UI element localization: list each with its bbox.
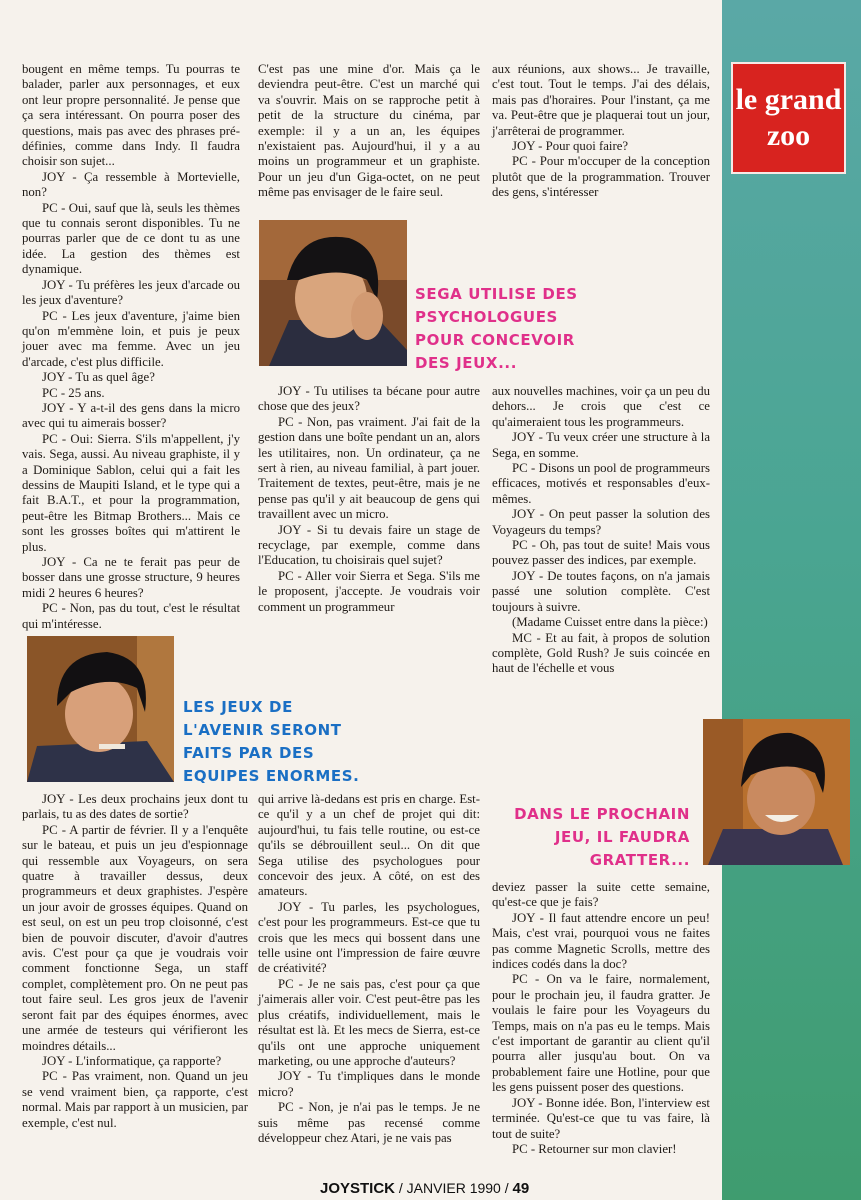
paragraph: aux réunions, aux shows... Je travaille, c'est tout. Tout le temps. J'ai des délais, mais pas d'horaires. Pour l'instant, ça me va. Peut-être que je plaquerai tout un jour, j'arrêterai de programmer. xyxy=(492,62,710,138)
paragraph: JOY - On peut passer la solution des Voyageurs du temps? xyxy=(492,507,710,537)
pull-quote-line: DES JEUX... xyxy=(415,354,517,372)
pull-quote-line: GRATTER... xyxy=(589,851,690,869)
photo-portrait-1 xyxy=(259,220,407,366)
paragraph: PC - Oui, sauf que là, seuls les thèmes que tu connais seront disponibles. Tu ne pourras parler que de ce dont tu as une idée. La gestion des thèmes est dynamique. xyxy=(22,200,240,277)
paragraph: JOY - Il faut attendre encore un peu! Mais, c'est vrai, pourquoi vous ne faites pas comme Magnetic Scrolls, mettre des indices codés dans la doc? xyxy=(492,910,710,972)
paragraph: PC - Non, pas du tout, c'est le résultat qui m'intéresse. xyxy=(22,601,240,631)
badge-line-2: zoo xyxy=(766,119,811,152)
paragraph: PC - Les jeux d'aventure, j'aime bien qu'on m'emmène loin, et puis je peux jouer avec ma femme. Avec un jeu d'arcade, c'est plus difficile. xyxy=(22,308,240,369)
paragraph: bougent en même temps. Tu pourras te balader, parler aux personnages, et eux ont leur propre personnalité. Je pense que ça sera intéressant. On pourra poser des questions, mais pas avec des phrases pré-définies, comme dans Indy. Il faudra choisir son sujet... xyxy=(22,62,240,169)
text-column-a xyxy=(22,62,240,632)
paragraph: MC - Et au fait, à propos de solution complète, Gold Rush? Je suis coincée en haut de l'échelle et vous xyxy=(492,630,710,676)
pull-quote-line: PSYCHOLOGUES xyxy=(415,308,558,326)
page-footer xyxy=(320,1180,529,1197)
paragraph: PC - Non, je n'ai pas le temps. Je ne suis même pas recensé comme développeur chez Atari, je ne vais pas xyxy=(258,1100,480,1145)
paragraph: PC - 25 ans. xyxy=(42,385,105,400)
paragraph: PC - Oh, pas tout de suite! Mais vous pouvez passer des indices, par exemple. xyxy=(492,538,710,568)
paragraph: PC - On va le faire, normalement, pour le prochain jeu, il faudra gratter. Je voulais le faire pour les Voyageurs du Temps, mais on n'a pas eu le temps. Mais c'est important de garantir au client qu'il pourra aller jusqu'au bout. On va probablement faire une Hotline, pour que les gens puissent poser des questions. xyxy=(492,972,710,1095)
paragraph: PC - Pas vraiment, non. Quand un jeu se vend vraiment bien, ça rapporte, c'est normal. Mais par rapport à un musicien, par exemple, c'est nul. xyxy=(22,1069,248,1130)
text-column-g xyxy=(258,792,480,1146)
pull-quote-line: FAITS PAR DES xyxy=(183,744,315,762)
pull-quote-line: DANS LE PROCHAIN xyxy=(514,805,690,823)
paragraph: PC - Je ne sais pas, c'est pour ça que j'aimerais aller voir. C'est peut-être pas les plus créatifs, individuellement, mais le résultat est là. Et les mecs de Sierra, est-ce qu'ils ont une approche uniquement marketing, ou une approche d'auteurs? xyxy=(258,976,480,1068)
paragraph: PC - A partir de février. Il y a l'enquête sur le bateau, et puis un jeu d'espionnage qui ressemble aux Voyageurs, on sera quatre à travailler dessus, deux programmeurs et deux graphistes. J'espère un jour avoir de grosses équipes. Quand on est seul, on est un peu trop cloisonné, c'est bien de pouvoir discuter, d'avoir d'autres avis. C'est pour ça que je voudrais voir comment fonctionne Sega, un staff complet, complètement pro. On ne peut pas tout faire seul. Les gros jeux de l'avenir seront fait par des équipes énormes, avec une armée de testeurs qui vérifieront les moindres détails... xyxy=(22,822,248,1053)
paragraph: deviez passer la suite cette semaine, qu'est-ce que je fais? xyxy=(492,880,710,910)
paragraph: JOY - Si tu devais faire un stage de recyclage, par exemple, comme dans l'Education, tu choisirais quel sujet? xyxy=(258,522,480,568)
text-column-b xyxy=(258,62,480,201)
text-column-e xyxy=(492,384,710,677)
text-column-f xyxy=(22,792,248,1131)
pull-quote-avenir xyxy=(183,696,359,788)
paragraph: PC - Disons un pool de programmeurs efficaces, motivés et responsables d'eux-mêmes. xyxy=(492,461,710,506)
badge-line-1: le grand xyxy=(735,83,842,116)
paragraph: C'est pas une mine d'or. Mais ça le deviendra peut-être. C'est un marché qui va s'ouvrir. Mais on se rapproche petit à petit de la structure du cinéma, par exemple: il y a un an, les équipes n'existaient pas. Aujourd'hui, il y a au moins un programmeur et un graphiste. Pour un jeu d'un Giga-octet, on ne peut même pas envisager de le faire seul. xyxy=(258,62,480,200)
paragraph: JOY - Tu utilises ta bécane pour autre chose que des jeux? xyxy=(258,384,480,414)
pull-quote-line: L'AVENIR SERONT xyxy=(183,721,342,739)
paragraph: JOY - Les deux prochains jeux dont tu parlais, tu as des dates de sortie? xyxy=(22,792,248,822)
pull-quote-line: JEU, IL FAUDRA xyxy=(554,828,690,846)
pull-quote-line: LES JEUX DE xyxy=(183,698,293,716)
paragraph: JOY - Bonne idée. Bon, l'interview est terminée. Qu'est-ce que tu vas faire, là tout de suite? xyxy=(492,1095,710,1141)
paragraph: PC - Retourner sur mon clavier! xyxy=(512,1141,677,1156)
paragraph: PC - Non, pas vraiment. J'ai fait de la gestion dans une boîte pendant un an, alors les utilitaires, non. Un ordinateur, ça ne sert à rien, au niveau familial, à part jouer. Traitement de textes, peut-être, mais je ne pense pas qu'il y ait beaucoup de gens qui travaillent avec un micro. xyxy=(258,414,480,522)
paragraph: JOY - Tu as quel âge? xyxy=(42,370,155,385)
magazine-name: JOYSTICK xyxy=(320,1180,396,1197)
paragraph: aux nouvelles machines, voir ça un peu du dehors... Je crois que c'est ce qu'aimeraient tous les programmeurs. xyxy=(492,384,710,429)
photo-portrait-2 xyxy=(27,636,174,782)
pull-quote-prochain xyxy=(505,803,690,872)
paragraph: qui arrive là-dedans est pris en charge. Est-ce qu'il y a un chef de projet qui dit: aujourd'hui, tu fais telle routine, ou est-ce qu'ils se débrouillent seul... On dit que Sega utilise des psychologues pour concevoir des jeux. A côté, on est des amateurs. xyxy=(258,792,480,899)
paragraph: JOY - Tu t'impliques dans le monde micro? xyxy=(258,1069,480,1099)
pull-quote-line: EQUIPES ENORMES. xyxy=(183,767,360,785)
paragraph: JOY - L'informatique, ça rapporte? xyxy=(42,1053,222,1068)
color-sidebar xyxy=(722,0,861,1200)
text-column-d xyxy=(258,384,480,615)
page-number: 49 xyxy=(512,1180,530,1197)
paragraph: PC - Pour m'occuper de la conception plutôt que de la programmation. Trouver des gens, s'intéresser xyxy=(492,154,710,200)
section-badge xyxy=(731,62,846,174)
paragraph: PC - Oui: Sierra. S'ils m'appellent, j'y vais. Sega, aussi. Au niveau graphiste, il y a Dominique Sablon, celui qui a fait les dessins de Maupiti Island, et le type qui a fait B.A.T., et pour la programmation, peut-être les Bitmap Brothers... Mais ce sont les grosses boîtes qui m'attirent le plus. xyxy=(22,431,240,554)
paragraph: JOY - De toutes façons, on n'a jamais passé une solution complète. C'est toujours à suivre. xyxy=(492,568,710,614)
paragraph: (Madame Cuisset entre dans la pièce:) xyxy=(512,615,708,630)
paragraph: JOY - Ca ne te ferait pas peur de bosser dans une grosse structure, 9 heures midi 2 heures 6 heures? xyxy=(22,555,240,600)
text-column-h xyxy=(492,880,710,1157)
paragraph: JOY - Tu veux créer une structure à la Sega, en somme. xyxy=(492,430,710,460)
paragraph: JOY - Tu parles, les psychologues, c'est pour les programmeurs. Est-ce que tu crois que les mecs qui bossent dans une telle usine ont l'impression de faire œuvre de créativité? xyxy=(258,899,480,976)
issue-date: / JANVIER 1990 / xyxy=(395,1180,513,1196)
pull-quote-sega xyxy=(415,283,578,375)
paragraph: PC - Aller voir Sierra et Sega. S'ils me le proposent, j'accepte. Je voudrais voir comment un programmeur xyxy=(258,568,480,614)
paragraph: JOY - Ça ressemble à Mortevielle, non? xyxy=(22,169,240,200)
paragraph: JOY - Pour quoi faire? xyxy=(512,139,629,154)
pull-quote-line: SEGA UTILISE DES xyxy=(415,285,578,303)
photo-portrait-3 xyxy=(703,719,850,865)
text-column-c xyxy=(492,62,710,201)
paragraph: JOY - Y a-t-il des gens dans la micro avec qui tu aimerais bosser? xyxy=(22,400,240,431)
pull-quote-line: POUR CONCEVOIR xyxy=(415,331,575,349)
paragraph: JOY - Tu préfères les jeux d'arcade ou les jeux d'aventure? xyxy=(22,277,240,308)
